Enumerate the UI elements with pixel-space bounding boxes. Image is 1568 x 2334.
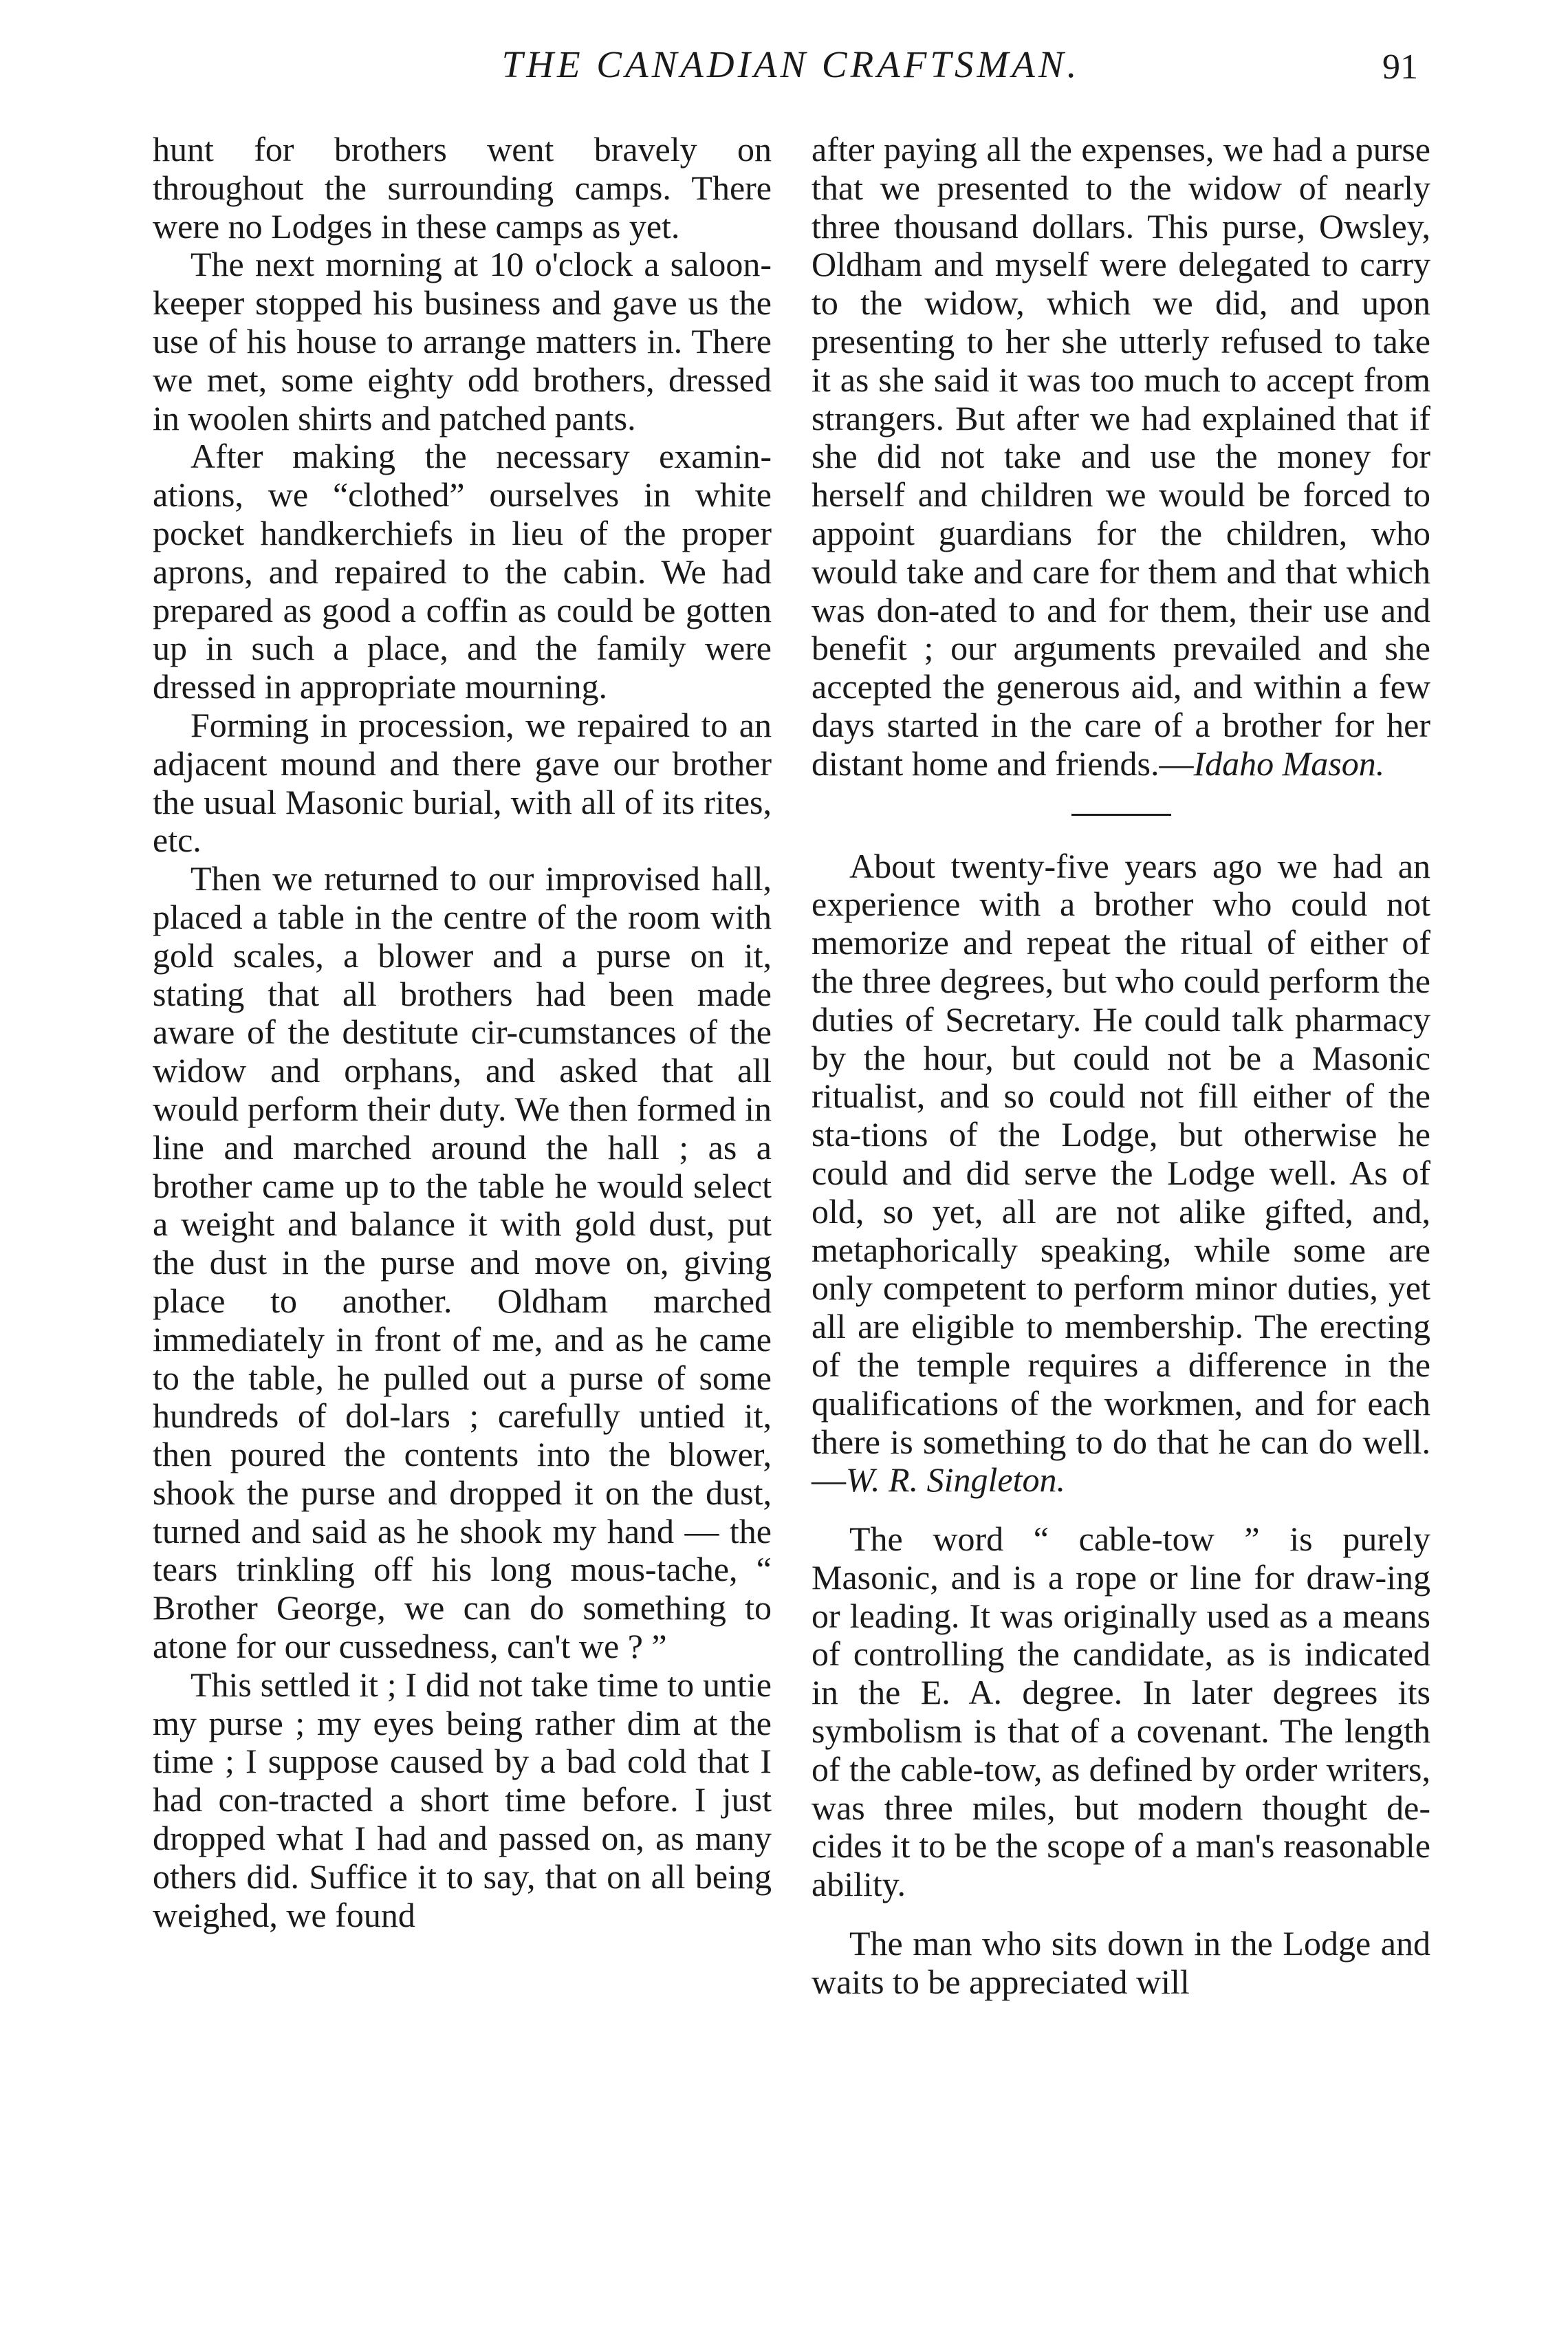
- paragraph: The next morning at 10 o'clock a saloon-keeper stopped his business and gave us the use of his house to arrange matters in. There we met, some eighty odd brothers, dressed in woolen shirts and patched pants.: [153, 245, 772, 437]
- paragraph: The word “ cable-tow ” is purely Masonic, and is a rope or line for draw-ing or leading. It was originally used as a means of controlling the candidate, as is indicated in the E. A. degree. In later degrees its symbolism is that of a covenant. The length of the cable-tow, as defined by order writers, was three miles, but modern thought de-cides it to be the scope of a man's reasonable ability.: [812, 1520, 1430, 1904]
- paragraph-text: after paying all the expenses, we had a purse that we presented to the widow of nearly three thousand dollars. This purse, Owsley, Oldham and myself were delegated to carry to the widow, which we did, and upon presenting to her she utterly refused to take it as she said it was too much to accept from strangers. But after we had explained that if she did not take and use the money for herself and children we would be forced to appoint guardians for the children, who would take and care for them and that which was don-ated to and for them, their use and benefit ; our arguments prevailed and she accepted the generous aid, and within a few days started in the care of a brother for her distant home and friends.—: [812, 130, 1430, 783]
- paragraph: The man who sits down in the Lodge and waits to be appreciated will: [812, 1924, 1430, 2001]
- paragraph: hunt for brothers went bravely on throughout the surrounding camps. There were no Lodges in these camps as yet.: [153, 130, 772, 246]
- right-column: [812, 131, 1430, 2002]
- paragraph: Then we returned to our improvised hall, placed a table in the centre of the room with gold scales, a blower and a purse on it, stating that all brothers had been made aware of the destitute cir-cumstances of the widow and orphans, and asked that all would perform their duty. We then formed in line and marched around the hall ; as a brother came up to the table he would select a weight and balance it with gold dust, put the dust in the purse and move on, giving place to another. Oldham marched immediately in front of me, and as he came to the table, he pulled out a purse of some hundreds of dol-lars ; carefully untied it, then poured the contents into the blower, shook the purse and dropped it on the dust, turned and said as he shook my hand — the tears trinkling off his long mous-tache, “ Brother George, we can do something to atone for our cussedness, can't we ? ”: [153, 859, 772, 1666]
- paragraph: After making the necessary examin-ations, we “clothed” ourselves in white pocket handkerchiefs in lieu of the proper aprons, and repaired to the cabin. We had prepared as good a coffin as could be gotten up in such a place, and the family were dressed in appropriate mourning.: [153, 437, 772, 706]
- paragraph: This settled it ; I did not take time to untie my purse ; my eyes being rather dim at the time ; I suppose caused by a bad cold that I had con-tracted a short time before. I just dropped what I had and passed on, as many others did. Suffice it to say, that on all being weighed, we found: [153, 1665, 772, 1934]
- running-title: THE CANADIAN CRAFTSMAN.: [501, 43, 1080, 85]
- paragraph: [812, 131, 1430, 784]
- attribution: Idaho Mason.: [1193, 744, 1385, 783]
- attribution: W. R. Singleton.: [846, 1460, 1065, 1500]
- paragraph: [812, 847, 1430, 1500]
- section-divider: [1071, 814, 1171, 816]
- page-number: 91: [1382, 47, 1418, 87]
- paragraph-text: About twenty-five years ago we had an experience with a brother who could not memorize and repeat the ritual of either of the three degrees, but who could perform the duties of Secretary. He could talk pharmacy by the hour, but could not be a Masonic ritualist, and so could not fill either of the sta-tions of the Lodge, but otherwise he could and did serve the Lodge well. As of old, so yet, all are not alike gifted, and, metaphorically speaking, while some are only competent to perform minor duties, yet all are eligible to membership. The erecting of the temple requires a difference in the qualifications of the workmen, and for each there is something to do that he can do well.—: [812, 846, 1430, 1500]
- left-column: [153, 131, 772, 1934]
- paragraph: Forming in procession, we repaired to an adjacent mound and there gave our brother the usual Masonic burial, with all of its rites, etc.: [153, 705, 772, 860]
